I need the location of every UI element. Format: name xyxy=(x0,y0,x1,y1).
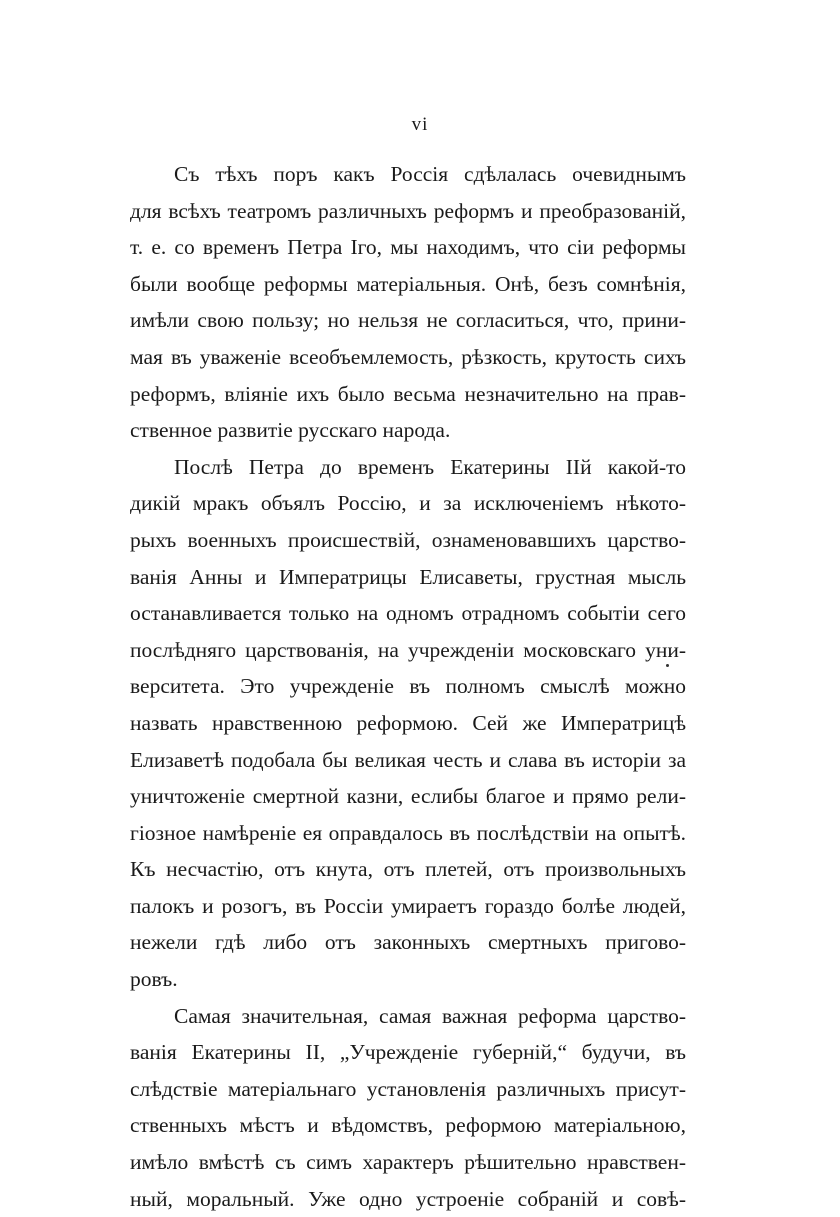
text-line: уничтоженіе смертной казни, еслибы благое и прямо рели- xyxy=(130,784,686,809)
text-line: ванія Екатерины II, „Учрежденіе губерній,“ будучи, въ xyxy=(130,1040,686,1065)
paragraph xyxy=(130,998,686,1217)
text-line: были вообще реформы матеріальныя. Онѣ, безъ сомнѣнія, xyxy=(130,271,686,296)
page-number: vi xyxy=(411,114,429,135)
text-line: мая въ уваженіе всеобъемлемость, рѣзкость, крутость сихъ xyxy=(130,344,686,369)
text-line: нежели гдѣ либо отъ законныхъ смертныхъ пригово- xyxy=(130,930,686,955)
text-line: Самая значительная, самая важная реформа царство- xyxy=(174,1003,686,1028)
text-line: Съ тѣхъ поръ какъ Россія сдѣлалась очевиднымъ xyxy=(174,162,686,186)
text-line: ровъ. xyxy=(130,967,178,992)
text-line: ванія Анны и Императрицы Елисаветы, грустная мысль xyxy=(130,564,686,589)
text-line: гіозное намѣреніе ея оправдалось въ послѣдствіи на опытѣ. xyxy=(130,820,686,845)
text-line: слѣдствіе матеріальнаго установленія различныхъ присут- xyxy=(130,1076,686,1101)
text-line: Елизаветѣ подобала бы великая честь и слава въ исторіи за xyxy=(130,747,686,772)
text-line: ственныхъ мѣстъ и вѣдомствъ, реформою матеріальною, xyxy=(130,1113,686,1138)
print-speck xyxy=(666,664,669,667)
text-line: послѣдняго царствованія, на учрежденіи московскаго уни- xyxy=(130,637,686,662)
text-line: ственное развитіе русскаго народа. xyxy=(130,418,451,443)
text-line: рыхъ военныхъ происшествій, ознаменовавшихъ царство- xyxy=(130,527,686,552)
text-line: Послѣ Петра до временъ Екатерины IIй какой-то xyxy=(174,454,686,479)
text-line: дикій мракъ объялъ Россію, и за исключеніемъ нѣкото- xyxy=(130,491,686,516)
body-text xyxy=(130,156,686,1217)
text-line: ный, моральный. Уже одно устроеніе собраній и совѣ- xyxy=(130,1186,686,1211)
text-line: для всѣхъ театромъ различныхъ реформъ и преобразованій, xyxy=(130,198,686,223)
text-line: назвать нравственною реформою. Сей же Императрицѣ xyxy=(130,710,686,735)
paragraph xyxy=(130,449,686,998)
text-line: т. е. со временъ Петра Iго, мы находимъ, что сіи реформы xyxy=(130,235,686,260)
paragraph xyxy=(130,156,686,449)
text-line: Къ несчастію, отъ кнута, отъ плетей, отъ произвольныхъ xyxy=(130,857,686,882)
text-line: верситета. Это учрежденіе въ полномъ смыслѣ можно xyxy=(130,674,686,699)
text-line: палокъ и розогъ, въ Россіи умираетъ гораздо болѣе людей, xyxy=(130,893,686,918)
text-line: реформъ, вліяніе ихъ было весьма незначительно на прав- xyxy=(130,381,686,406)
text-line: имѣли свою пользу; но нельзя не согласиться, что, прини- xyxy=(130,308,686,333)
text-line: останавливается только на одномъ отрадномъ событіи сего xyxy=(130,601,686,626)
text-line: имѣло вмѣстѣ съ симъ характеръ рѣшительно нравствен- xyxy=(130,1150,686,1175)
